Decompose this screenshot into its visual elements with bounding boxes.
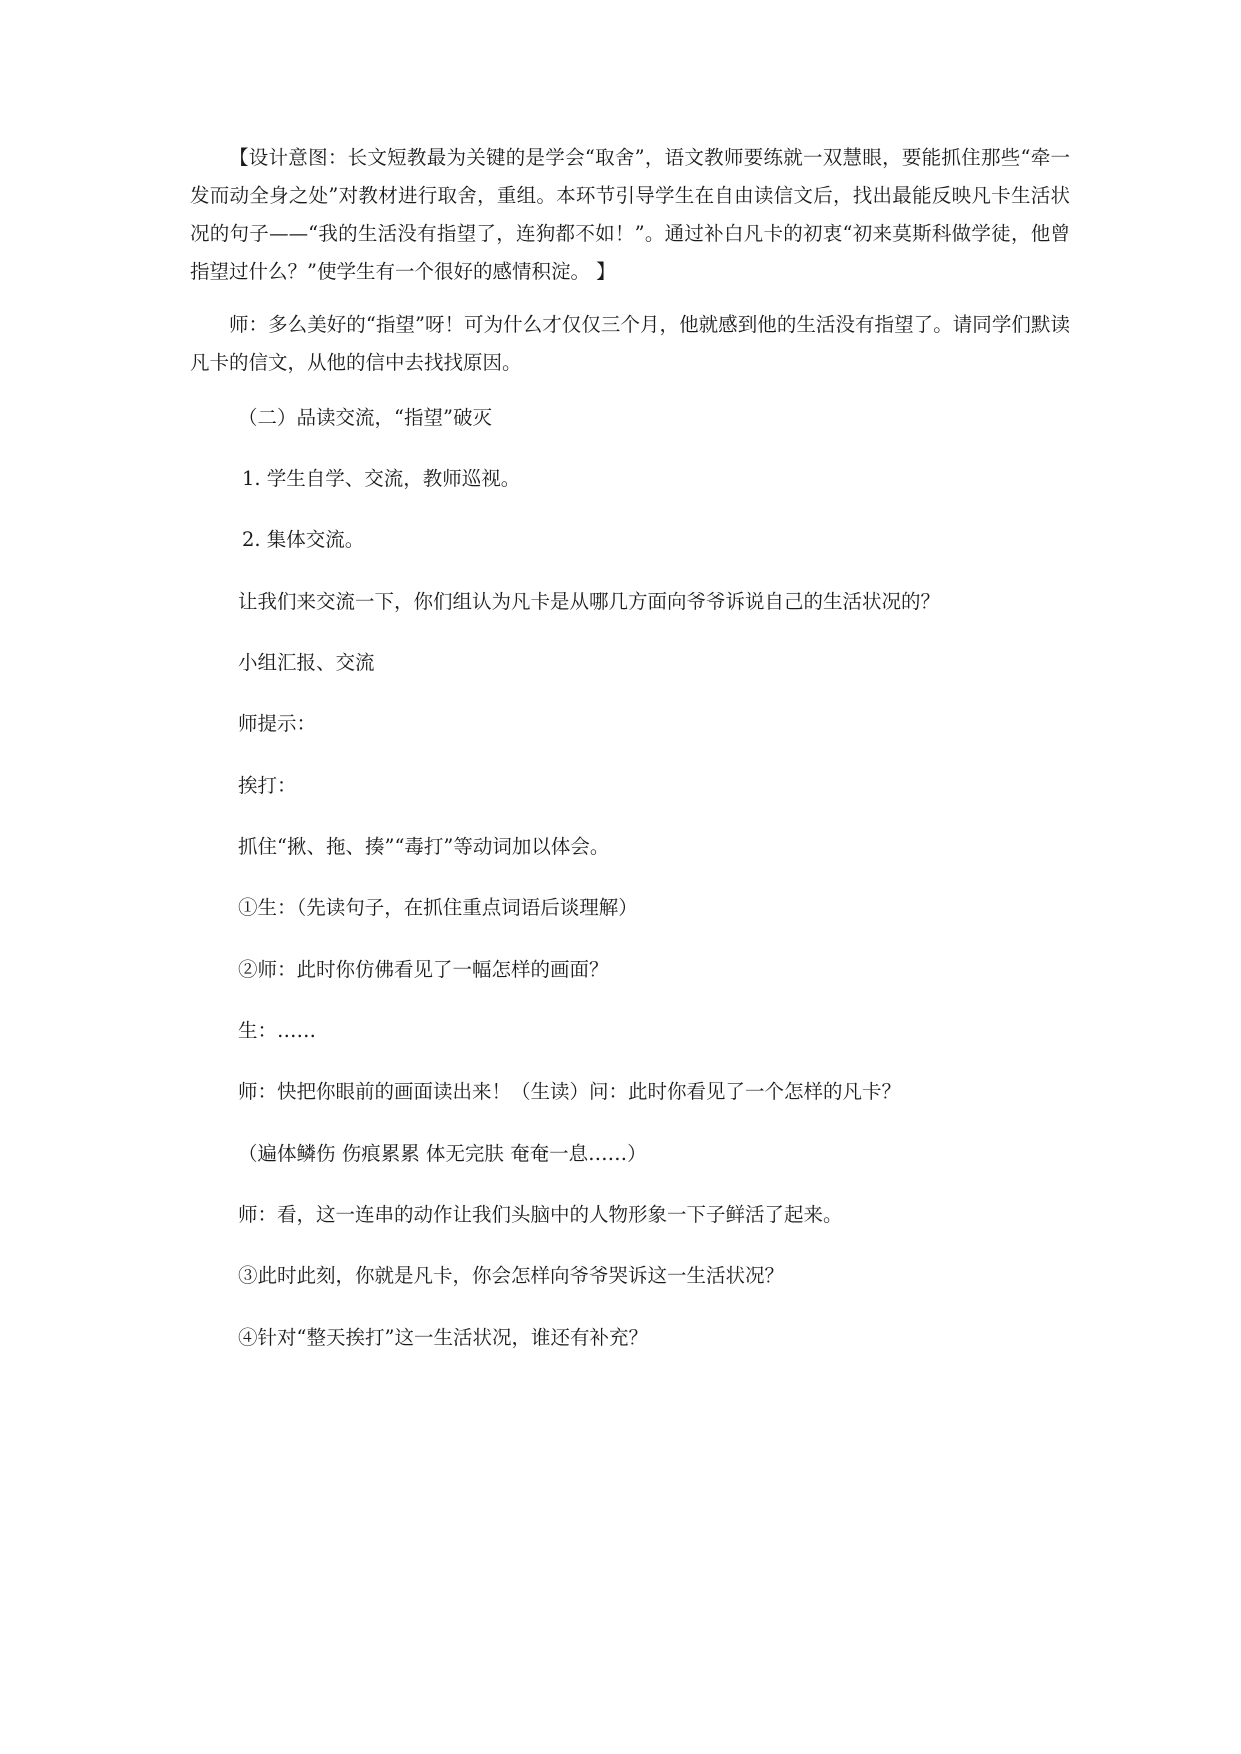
- section-heading: （二）品读交流，“指望”破灭: [238, 406, 492, 429]
- focus-words: 抓住“揪、拖、揍”“毒打”等动词加以体会。: [238, 835, 610, 858]
- teacher-hint: 师提示：: [238, 712, 317, 735]
- beaten-heading: 挨打：: [238, 774, 297, 797]
- teacher-comment: 师：看，这一连串的动作让我们头脑中的人物形象一下子鲜活了起来。: [238, 1203, 843, 1226]
- step-2: 2. 集体交流。: [242, 528, 365, 551]
- item-1: ①生：（先读句子，在抓住重点词语后谈理解）: [238, 896, 638, 919]
- teacher-intro-paragraph: 师：多么美好的“指望”呀！可为什么才仅仅三个月，他就感到他的生活没有指望了。请同学们默读凡卡的信文，从他的信中去找找原因。: [190, 313, 1070, 374]
- item-2: ②师：此时你仿佛看见了一幅怎样的画面？: [238, 958, 609, 981]
- item-3: ③此时此刻，你就是凡卡，你会怎样向爷爷哭诉这一生活状况？: [238, 1264, 785, 1287]
- teacher-prompt: 师：快把你眼前的画面读出来！（生读）问：此时你看见了一个怎样的凡卡？: [238, 1080, 902, 1103]
- student-reply: 生：……: [238, 1019, 317, 1042]
- item-4: ④针对“整天挨打”这一生活状况，谁还有补充？: [238, 1326, 648, 1349]
- descriptors: （遍体鳞伤 伤痕累累 体无完肤 奄奄一息……）: [238, 1142, 647, 1165]
- discussion-question: 让我们来交流一下，你们组认为凡卡是从哪几方面向爷爷诉说自己的生活状况的？: [238, 590, 941, 613]
- group-report: 小组汇报、交流: [238, 651, 375, 674]
- design-intent-paragraph: 【设计意图：长文短教最为关键的是学会“取舍”，语文教师要练就一双慧眼，要能抓住那些“牵一发而动全身之处”对教材进行取舍，重组。本环节引导学生在自由读信文后，找出最能反映凡卡生活状况的句子——“我的生活没有指望了，连狗都不如！”。通过补白凡卡的初衷“初来莫斯科做学徒，他曾指望过什么？”使学生有一个很好的感情积淀。 】: [190, 146, 1070, 283]
- step-1: 1. 学生自学、交流，教师巡视。: [242, 467, 521, 490]
